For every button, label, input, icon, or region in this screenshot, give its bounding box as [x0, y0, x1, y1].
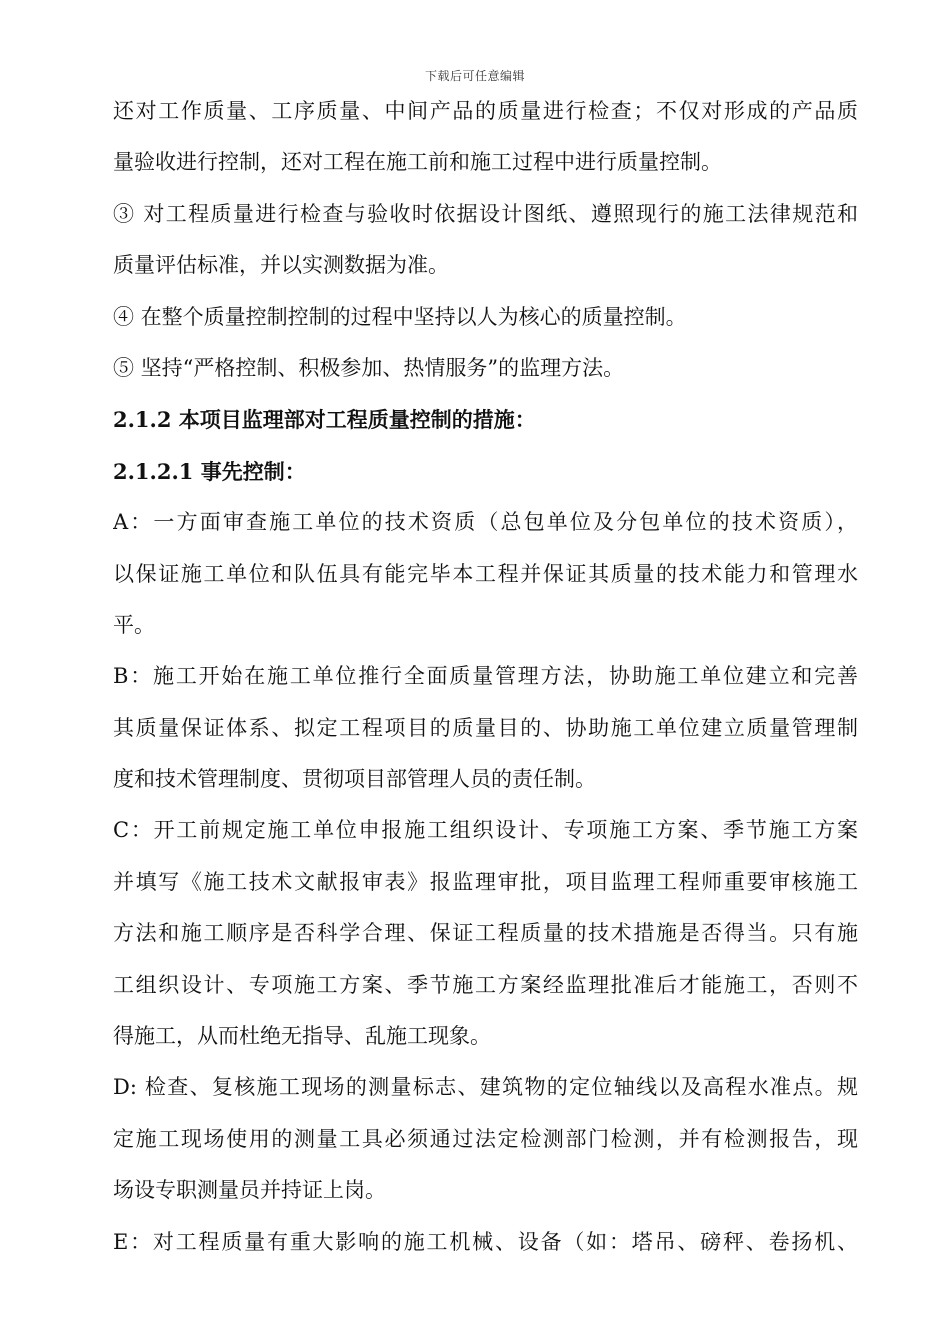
paragraph-line: 方法和施工顺序是否科学合理、保证工程质量的技术措施是否得当。只有施	[113, 921, 858, 946]
paragraph-line: ④ 在整个质量控制控制的过程中坚持以人为核心的质量控制。	[113, 304, 687, 329]
paragraph-line: 其质量保证体系、拟定工程项目的质量目的、协助施工单位建立质量管理制	[113, 715, 858, 740]
paragraph-line: 定施工现场使用的测量工具必须通过法定检测部门检测，并有检测报告，现	[113, 1126, 858, 1151]
paragraph-line: 量验收进行控制，还对工程在施工前和施工过程中进行质量控制。	[113, 150, 722, 175]
paragraph-line: 度和技术管理制度、贯彻项目部管理人员的责任制。	[113, 767, 596, 792]
paragraph-line: 并填写《施工技术文献报审表》报监理审批，项目监理工程师重要审核施工	[113, 869, 858, 894]
paragraph-line: 以保证施工单位和队伍具有能完毕本工程并保证其质量的技术能力和管理水	[113, 561, 858, 586]
paragraph-line: B：施工开始在施工单位推行全面质量管理方法，协助施工单位建立和完善	[113, 664, 858, 689]
paragraph-line: 还对工作质量、工序质量、中间产品的质量进行检查；不仅对形成的产品质	[113, 99, 858, 123]
paragraph-line: 场设专职测量员并持证上岗。	[113, 1178, 386, 1203]
paragraph-line: E：对工程质量有重大影响的施工机械、设备（如：塔吊、磅秤、卷扬机、	[113, 1229, 858, 1254]
paragraph-line: 得施工，从而杜绝无指导、乱施工现象。	[113, 1024, 491, 1049]
subsection-heading: 2.1.2.1 事先控制：	[113, 458, 306, 484]
paragraph-line: C：开工前规定施工单位申报施工组织设计、专项施工方案、季节施工方案	[113, 818, 858, 843]
paragraph-line: 工组织设计、专项施工方案、季节施工方案经监理批准后才能施工，否则不	[113, 972, 858, 997]
body-text	[113, 86, 858, 1268]
header-note: 下载后可任意编辑	[424, 69, 525, 83]
section-heading: 2.1.2 本项目监理部对工程质量控制的措施：	[113, 407, 536, 433]
paragraph-line: ③ 对工程质量进行检查与验收时依据设计图纸、遵照现行的施工法律规范和	[113, 201, 858, 226]
paragraph-line: D: 检查、复核施工现场的测量标志、建筑物的定位轴线以及高程水准点。规	[113, 1075, 858, 1100]
paragraph-line: 平。	[113, 612, 155, 637]
paragraph-line: 质量评估标准，并以实测数据为准。	[113, 253, 449, 278]
paragraph-line: A：一方面审查施工单位的技术资质（总包单位及分包单位的技术资质），	[113, 510, 858, 535]
paragraph-line: ⑤ 坚持“严格控制、积极参加、热情服务”的监理方法。	[113, 355, 625, 380]
